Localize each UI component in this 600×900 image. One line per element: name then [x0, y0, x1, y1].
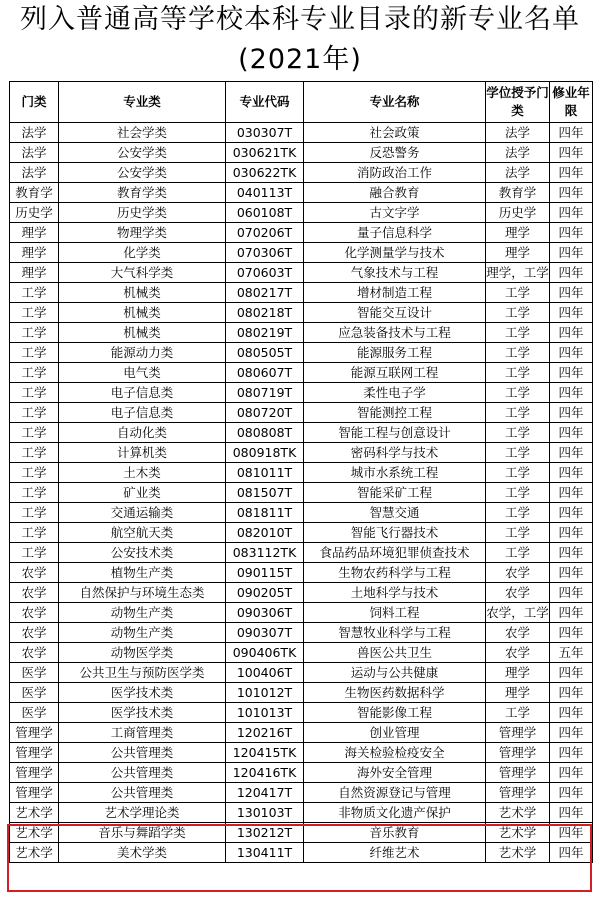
header-major-name: 专业名称	[304, 82, 486, 123]
cell-degree-category: 工学	[486, 443, 550, 463]
table-row	[10, 683, 593, 703]
cell-major-code: 081811T	[226, 503, 304, 523]
cell-major-name: 海关检验检疫安全	[304, 743, 486, 763]
page-title: 列入普通高等学校本科专业目录的新专业名单	[20, 4, 580, 35]
cell-degree-category: 农学	[486, 563, 550, 583]
cell-category: 工学	[10, 463, 59, 483]
cell-major-name: 音乐教育	[304, 823, 486, 843]
cell-major-code: 080719T	[226, 383, 304, 403]
cell-study-years: 四年	[550, 803, 593, 823]
cell-major-name: 智能工程与创意设计	[304, 423, 486, 443]
cell-category: 管理学	[10, 723, 59, 743]
cell-category: 管理学	[10, 783, 59, 803]
cell-major-code: 080918TK	[226, 443, 304, 463]
cell-major-code: 030307T	[226, 123, 304, 143]
cell-category: 法学	[10, 143, 59, 163]
cell-degree-category: 理学，工学	[486, 263, 550, 283]
cell-degree-category: 艺术学	[486, 843, 550, 863]
cell-category: 医学	[10, 703, 59, 723]
cell-discipline-class: 动物医学类	[59, 643, 226, 663]
cell-study-years: 四年	[550, 623, 593, 643]
cell-discipline-class: 机械类	[59, 283, 226, 303]
cell-category: 工学	[10, 343, 59, 363]
table-row	[10, 623, 593, 643]
cell-study-years: 四年	[550, 843, 593, 863]
cell-category: 管理学	[10, 743, 59, 763]
cell-major-code: 130212T	[226, 823, 304, 843]
table-body	[10, 123, 593, 863]
header-category: 门类	[10, 82, 59, 123]
cell-discipline-class: 医学技术类	[59, 683, 226, 703]
cell-category: 工学	[10, 503, 59, 523]
cell-major-code: 040113T	[226, 183, 304, 203]
cell-major-code: 070603T	[226, 263, 304, 283]
cell-discipline-class: 矿业类	[59, 483, 226, 503]
table-row	[10, 183, 593, 203]
cell-degree-category: 理学	[486, 683, 550, 703]
cell-category: 管理学	[10, 763, 59, 783]
table-row	[10, 163, 593, 183]
cell-study-years: 四年	[550, 443, 593, 463]
cell-major-code: 082010T	[226, 523, 304, 543]
cell-study-years: 四年	[550, 423, 593, 443]
cell-major-name: 能源服务工程	[304, 343, 486, 363]
cell-degree-category: 工学	[486, 303, 550, 323]
cell-category: 教育学	[10, 183, 59, 203]
cell-study-years: 四年	[550, 363, 593, 383]
cell-major-code: 080720T	[226, 403, 304, 423]
cell-degree-category: 法学	[486, 163, 550, 183]
cell-major-code: 090307T	[226, 623, 304, 643]
cell-major-name: 智能影像工程	[304, 703, 486, 723]
cell-category: 艺术学	[10, 823, 59, 843]
cell-category: 历史学	[10, 203, 59, 223]
cell-category: 工学	[10, 383, 59, 403]
cell-major-name: 兽医公共卫生	[304, 643, 486, 663]
table-row	[10, 323, 593, 343]
table-row	[10, 643, 593, 663]
cell-discipline-class: 能源动力类	[59, 343, 226, 363]
cell-study-years: 四年	[550, 263, 593, 283]
cell-study-years: 四年	[550, 523, 593, 543]
cell-category: 农学	[10, 563, 59, 583]
cell-discipline-class: 公安学类	[59, 143, 226, 163]
cell-discipline-class: 医学技术类	[59, 703, 226, 723]
table-row	[10, 823, 593, 843]
table-row	[10, 383, 593, 403]
table-row	[10, 483, 593, 503]
table-row	[10, 343, 593, 363]
cell-major-code: 120417T	[226, 783, 304, 803]
cell-major-name: 气象技术与工程	[304, 263, 486, 283]
cell-major-name: 城市水系统工程	[304, 463, 486, 483]
cell-study-years: 四年	[550, 303, 593, 323]
cell-major-name: 智能采矿工程	[304, 483, 486, 503]
cell-degree-category: 工学	[486, 343, 550, 363]
cell-discipline-class: 公安技术类	[59, 543, 226, 563]
table-row	[10, 723, 593, 743]
cell-category: 工学	[10, 283, 59, 303]
cell-category: 工学	[10, 523, 59, 543]
table-row	[10, 423, 593, 443]
cell-study-years: 四年	[550, 243, 593, 263]
cell-discipline-class: 公共管理类	[59, 743, 226, 763]
cell-degree-category: 工学	[486, 283, 550, 303]
cell-major-code: 080607T	[226, 363, 304, 383]
cell-category: 工学	[10, 403, 59, 423]
cell-degree-category: 理学	[486, 243, 550, 263]
cell-major-code: 080505T	[226, 343, 304, 363]
cell-study-years: 四年	[550, 563, 593, 583]
cell-degree-category: 工学	[486, 503, 550, 523]
table-row	[10, 443, 593, 463]
cell-major-name: 智慧牧业科学与工程	[304, 623, 486, 643]
cell-degree-category: 艺术学	[486, 823, 550, 843]
cell-study-years: 四年	[550, 483, 593, 503]
cell-major-name: 海外安全管理	[304, 763, 486, 783]
cell-major-name: 融合教育	[304, 183, 486, 203]
cell-major-code: 101013T	[226, 703, 304, 723]
table-row	[10, 123, 593, 143]
cell-category: 农学	[10, 583, 59, 603]
cell-major-name: 纤维艺术	[304, 843, 486, 863]
cell-study-years: 四年	[550, 343, 593, 363]
header-study-years: 修业年限	[550, 82, 593, 123]
cell-category: 农学	[10, 643, 59, 663]
header-degree-category: 学位授予门类	[486, 82, 550, 123]
table-row	[10, 743, 593, 763]
cell-major-code: 081011T	[226, 463, 304, 483]
cell-study-years: 五年	[550, 643, 593, 663]
cell-study-years: 四年	[550, 583, 593, 603]
cell-major-name: 增材制造工程	[304, 283, 486, 303]
cell-discipline-class: 动物生产类	[59, 603, 226, 623]
cell-degree-category: 农学，工学	[486, 603, 550, 623]
cell-study-years: 四年	[550, 703, 593, 723]
table-row	[10, 223, 593, 243]
cell-discipline-class: 公共卫生与预防医学类	[59, 663, 226, 683]
cell-major-code: 090306T	[226, 603, 304, 623]
cell-discipline-class: 公共管理类	[59, 763, 226, 783]
cell-discipline-class: 公安学类	[59, 163, 226, 183]
cell-discipline-class: 工商管理类	[59, 723, 226, 743]
cell-discipline-class: 电气类	[59, 363, 226, 383]
cell-study-years: 四年	[550, 763, 593, 783]
cell-major-name: 反恐警务	[304, 143, 486, 163]
table-row	[10, 543, 593, 563]
cell-degree-category: 工学	[486, 383, 550, 403]
table-row	[10, 263, 593, 283]
cell-category: 医学	[10, 663, 59, 683]
cell-major-name: 应急装备技术与工程	[304, 323, 486, 343]
cell-study-years: 四年	[550, 223, 593, 243]
table-row	[10, 283, 593, 303]
cell-major-code: 080808T	[226, 423, 304, 443]
header-discipline-class: 专业类	[59, 82, 226, 123]
cell-discipline-class: 大气科学类	[59, 263, 226, 283]
page-subtitle-year: (2021年)	[238, 44, 362, 75]
table-row	[10, 703, 593, 723]
cell-discipline-class: 美术学类	[59, 843, 226, 863]
cell-major-name: 量子信息科学	[304, 223, 486, 243]
cell-study-years: 四年	[550, 463, 593, 483]
cell-study-years: 四年	[550, 723, 593, 743]
cell-degree-category: 农学	[486, 623, 550, 643]
cell-discipline-class: 历史学类	[59, 203, 226, 223]
cell-discipline-class: 化学类	[59, 243, 226, 263]
cell-major-name: 食品药品环境犯罪侦查技术	[304, 543, 486, 563]
cell-degree-category: 管理学	[486, 763, 550, 783]
cell-study-years: 四年	[550, 663, 593, 683]
cell-major-name: 智能测控工程	[304, 403, 486, 423]
cell-discipline-class: 社会学类	[59, 123, 226, 143]
header-major-code: 专业代码	[226, 82, 304, 123]
cell-major-name: 自然资源登记与管理	[304, 783, 486, 803]
cell-major-name: 能源互联网工程	[304, 363, 486, 383]
cell-category: 理学	[10, 243, 59, 263]
cell-discipline-class: 计算机类	[59, 443, 226, 463]
cell-major-name: 非物质文化遗产保护	[304, 803, 486, 823]
cell-major-name: 土地科学与技术	[304, 583, 486, 603]
cell-discipline-class: 电子信息类	[59, 383, 226, 403]
cell-category: 艺术学	[10, 803, 59, 823]
table-row	[10, 843, 593, 863]
cell-study-years: 四年	[550, 323, 593, 343]
table-header-row	[10, 82, 593, 123]
cell-degree-category: 管理学	[486, 743, 550, 763]
cell-category: 法学	[10, 163, 59, 183]
cell-study-years: 四年	[550, 183, 593, 203]
cell-category: 工学	[10, 303, 59, 323]
cell-category: 工学	[10, 483, 59, 503]
cell-major-name: 密码科学与技术	[304, 443, 486, 463]
cell-study-years: 四年	[550, 683, 593, 703]
cell-degree-category: 管理学	[486, 783, 550, 803]
cell-degree-category: 工学	[486, 363, 550, 383]
table-row	[10, 803, 593, 823]
cell-degree-category: 管理学	[486, 723, 550, 743]
cell-discipline-class: 自然保护与环境生态类	[59, 583, 226, 603]
cell-study-years: 四年	[550, 403, 593, 423]
table-row	[10, 563, 593, 583]
cell-degree-category: 理学	[486, 663, 550, 683]
cell-study-years: 四年	[550, 123, 593, 143]
cell-category: 工学	[10, 363, 59, 383]
cell-degree-category: 法学	[486, 143, 550, 163]
table-row	[10, 663, 593, 683]
cell-major-name: 消防政治工作	[304, 163, 486, 183]
cell-degree-category: 工学	[486, 403, 550, 423]
cell-major-code: 030621TK	[226, 143, 304, 163]
cell-study-years: 四年	[550, 163, 593, 183]
cell-discipline-class: 植物生产类	[59, 563, 226, 583]
cell-major-code: 120216T	[226, 723, 304, 743]
cell-major-name: 智能飞行器技术	[304, 523, 486, 543]
cell-category: 艺术学	[10, 843, 59, 863]
cell-degree-category: 理学	[486, 223, 550, 243]
cell-discipline-class: 公共管理类	[59, 783, 226, 803]
majors-table	[9, 81, 593, 863]
cell-major-code: 120416TK	[226, 763, 304, 783]
table-row	[10, 503, 593, 523]
cell-category: 农学	[10, 623, 59, 643]
cell-degree-category: 工学	[486, 543, 550, 563]
cell-category: 工学	[10, 443, 59, 463]
cell-degree-category: 法学	[486, 123, 550, 143]
table-row	[10, 143, 593, 163]
cell-study-years: 四年	[550, 783, 593, 803]
cell-study-years: 四年	[550, 143, 593, 163]
cell-discipline-class: 艺术学理论类	[59, 803, 226, 823]
cell-discipline-class: 物理学类	[59, 223, 226, 243]
cell-major-name: 运动与公共健康	[304, 663, 486, 683]
cell-discipline-class: 自动化类	[59, 423, 226, 443]
cell-major-code: 090205T	[226, 583, 304, 603]
cell-major-code: 090406TK	[226, 643, 304, 663]
cell-category: 农学	[10, 603, 59, 623]
cell-category: 理学	[10, 263, 59, 283]
cell-study-years: 四年	[550, 283, 593, 303]
cell-category: 法学	[10, 123, 59, 143]
cell-major-code: 130103T	[226, 803, 304, 823]
table-row	[10, 583, 593, 603]
cell-major-name: 创业管理	[304, 723, 486, 743]
table-row	[10, 463, 593, 483]
cell-discipline-class: 机械类	[59, 323, 226, 343]
cell-discipline-class: 电子信息类	[59, 403, 226, 423]
cell-major-code: 120415TK	[226, 743, 304, 763]
cell-discipline-class: 动物生产类	[59, 623, 226, 643]
cell-discipline-class: 机械类	[59, 303, 226, 323]
cell-major-code: 070206T	[226, 223, 304, 243]
cell-degree-category: 工学	[486, 703, 550, 723]
table-row	[10, 403, 593, 423]
cell-degree-category: 工学	[486, 323, 550, 343]
cell-major-code: 101012T	[226, 683, 304, 703]
table-row	[10, 523, 593, 543]
cell-major-code: 090115T	[226, 563, 304, 583]
cell-major-name: 化学测量学与技术	[304, 243, 486, 263]
cell-major-code: 030622TK	[226, 163, 304, 183]
cell-major-name: 古文字学	[304, 203, 486, 223]
cell-degree-category: 教育学	[486, 183, 550, 203]
table-row	[10, 203, 593, 223]
cell-major-name: 智能交互设计	[304, 303, 486, 323]
cell-major-code: 100406T	[226, 663, 304, 683]
cell-major-code: 080219T	[226, 323, 304, 343]
cell-study-years: 四年	[550, 743, 593, 763]
cell-category: 医学	[10, 683, 59, 703]
cell-degree-category: 农学	[486, 583, 550, 603]
cell-major-code: 130411T	[226, 843, 304, 863]
cell-major-name: 生物医药数据科学	[304, 683, 486, 703]
cell-degree-category: 农学	[486, 643, 550, 663]
cell-major-code: 081507T	[226, 483, 304, 503]
cell-category: 工学	[10, 323, 59, 343]
cell-major-code: 060108T	[226, 203, 304, 223]
cell-degree-category: 工学	[486, 523, 550, 543]
cell-study-years: 四年	[550, 503, 593, 523]
cell-degree-category: 历史学	[486, 203, 550, 223]
cell-discipline-class: 教育学类	[59, 183, 226, 203]
table-row	[10, 763, 593, 783]
cell-category: 理学	[10, 223, 59, 243]
table-row	[10, 783, 593, 803]
cell-major-code: 070306T	[226, 243, 304, 263]
cell-discipline-class: 交通运输类	[59, 503, 226, 523]
cell-major-name: 生物农药科学与工程	[304, 563, 486, 583]
cell-major-code: 080217T	[226, 283, 304, 303]
cell-study-years: 四年	[550, 543, 593, 563]
cell-major-name: 智慧交通	[304, 503, 486, 523]
table-row	[10, 363, 593, 383]
cell-category: 工学	[10, 543, 59, 563]
cell-degree-category: 工学	[486, 463, 550, 483]
table-row	[10, 243, 593, 263]
cell-study-years: 四年	[550, 383, 593, 403]
cell-degree-category: 艺术学	[486, 803, 550, 823]
cell-study-years: 四年	[550, 203, 593, 223]
cell-major-code: 083112TK	[226, 543, 304, 563]
cell-study-years: 四年	[550, 603, 593, 623]
cell-category: 工学	[10, 423, 59, 443]
cell-discipline-class: 航空航天类	[59, 523, 226, 543]
table-row	[10, 603, 593, 623]
cell-discipline-class: 音乐与舞蹈学类	[59, 823, 226, 843]
cell-major-name: 社会政策	[304, 123, 486, 143]
cell-degree-category: 工学	[486, 423, 550, 443]
cell-major-name: 饲料工程	[304, 603, 486, 623]
cell-major-name: 柔性电子学	[304, 383, 486, 403]
cell-degree-category: 工学	[486, 483, 550, 503]
cell-major-code: 080218T	[226, 303, 304, 323]
table-row	[10, 303, 593, 323]
cell-discipline-class: 土木类	[59, 463, 226, 483]
cell-study-years: 四年	[550, 823, 593, 843]
